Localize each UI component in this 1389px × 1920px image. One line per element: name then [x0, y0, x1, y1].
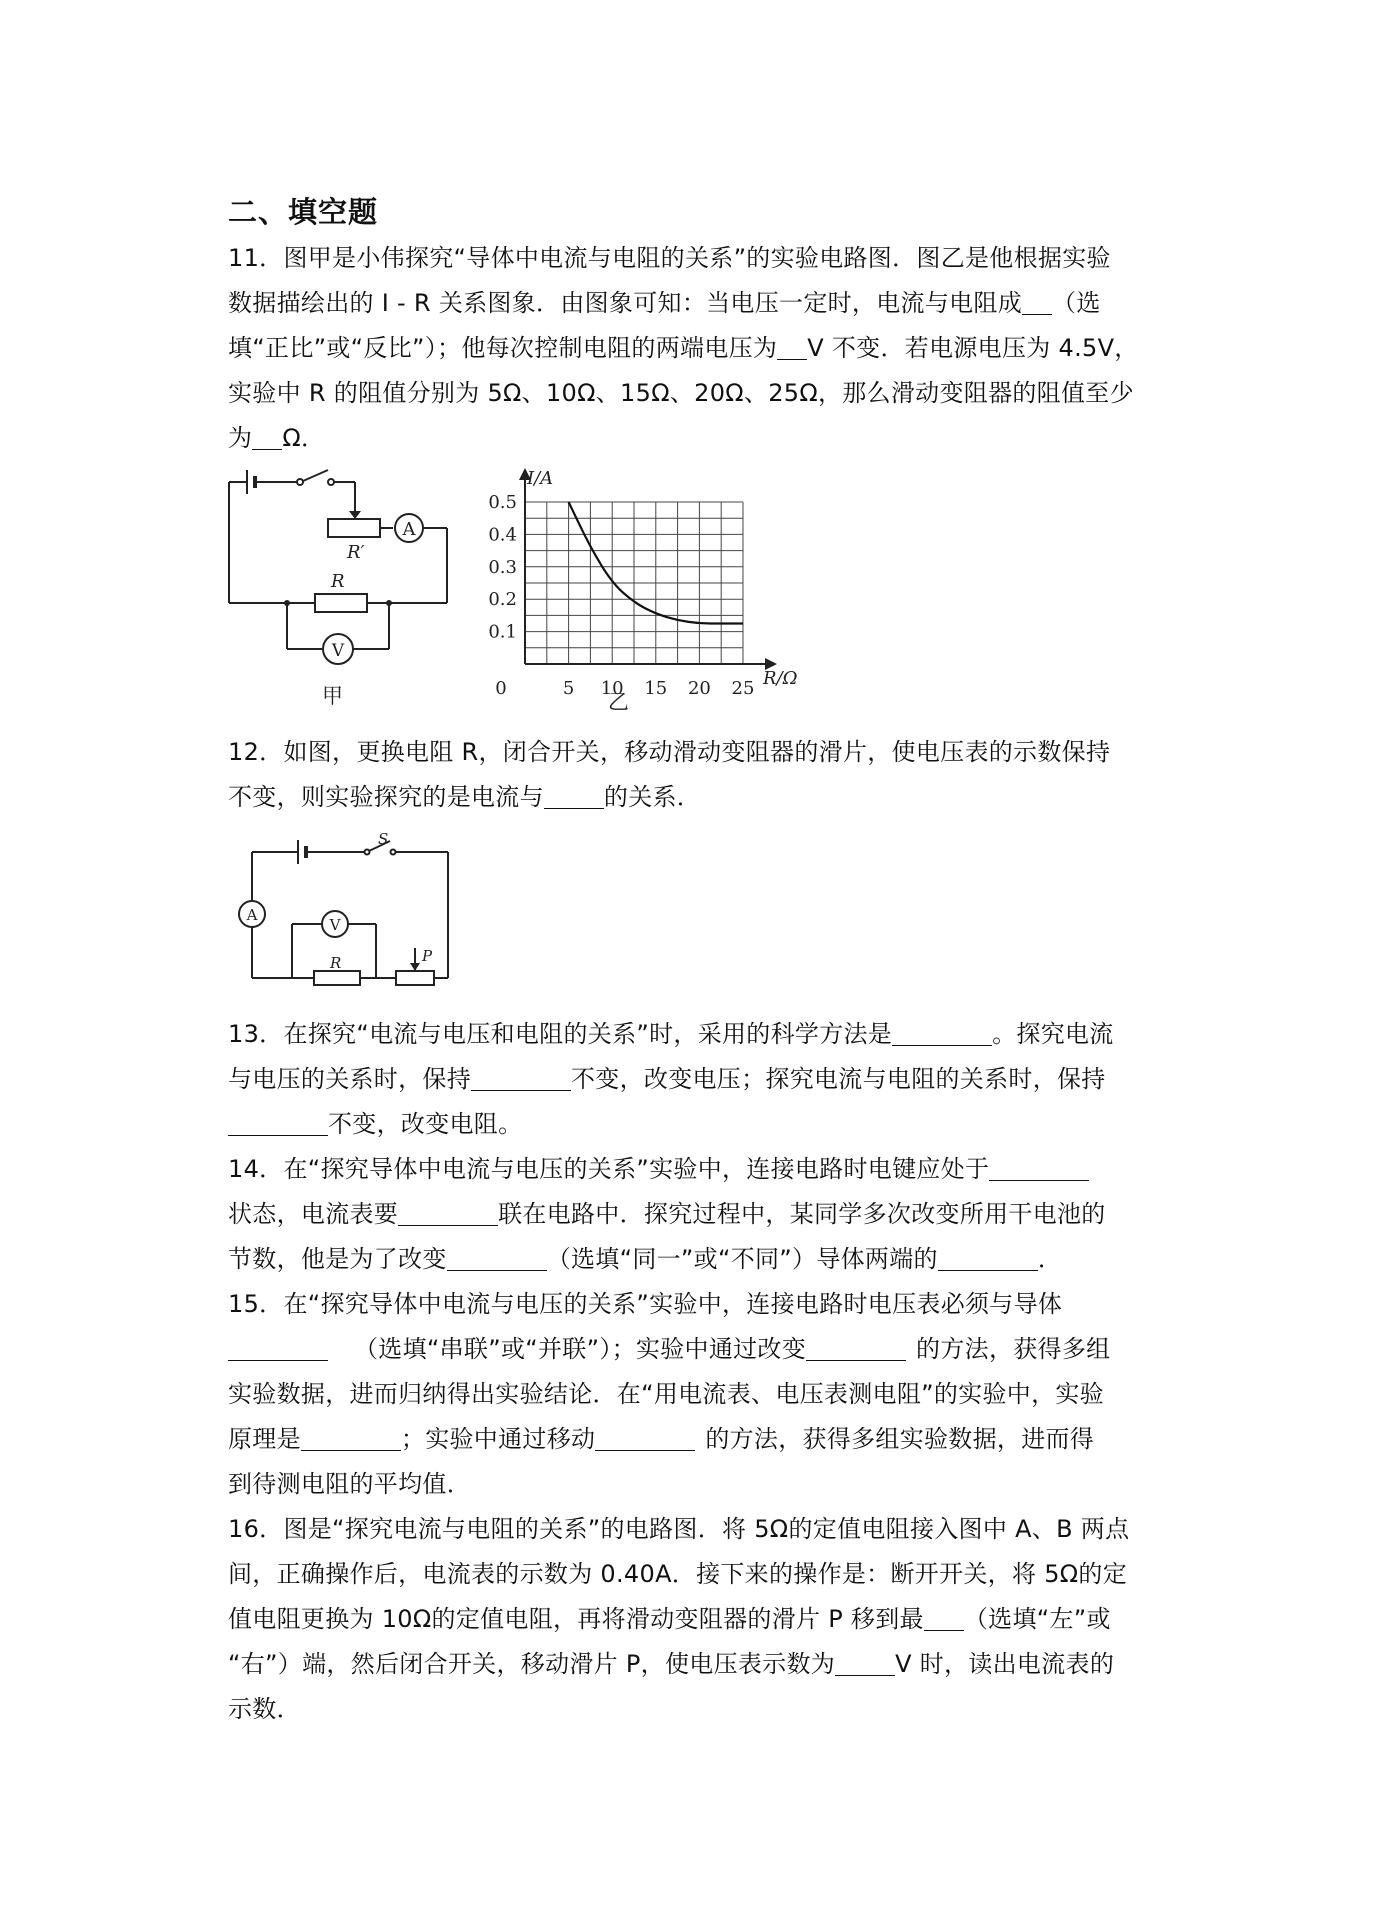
chart-tick-labels [488, 492, 754, 699]
rheostat-label: R′ [347, 542, 365, 563]
question-13 [228, 1012, 1173, 1147]
q15-line-5: 到待测电阻的平均值． [228, 1470, 471, 1498]
q11-line-1: 11．图甲是小伟探究“导体中电流与电阻的关系”的实验电路图．图乙是他根据实验 [228, 244, 1111, 272]
answer-blank[interactable] [471, 1062, 571, 1091]
chart-grid [525, 502, 743, 664]
answer-blank[interactable] [835, 1647, 895, 1676]
q13-line-2: 与电压的关系时，保持 不变，改变电压；探究电流与电阻的关系时，保持 [228, 1057, 1173, 1102]
q14-line-2: 状态，电流表要 联在电路中．探究过程中，某同学多次改变所用干电池的 [228, 1192, 1173, 1237]
q16-line-1: 16．图是“探究电流与电阻的关系”的电路图．将 5Ω的定值电阻接入图中 A、B 两点 [228, 1515, 1130, 1543]
resistor-label: R [330, 954, 342, 972]
answer-blank[interactable] [892, 1017, 992, 1046]
answer-blank[interactable] [301, 1422, 401, 1451]
answer-blank[interactable] [806, 1332, 906, 1361]
question-14 [228, 1147, 1173, 1282]
q15-line-3: 实验数据，进而归纳得出实验结论．在“用电流表、电压表测电阻”的实验中，实验 [228, 1380, 1104, 1408]
q15-line-1: 15．在“探究导体中电流与电压的关系”实验中，连接电路时电压表必须与导体 [228, 1290, 1063, 1318]
question-11 [228, 236, 1173, 461]
answer-blank[interactable] [777, 331, 807, 360]
q13-line-1: 13．在探究“电流与电压和电阻的关系”时，采用的科学方法是 。探究电流 [228, 1012, 1173, 1057]
answer-blank[interactable] [228, 1107, 328, 1136]
q11-line-3: 填“正比”或“反比”）；他每次控制电阻的两端电压为 V 不变．若电源电压为 4.5V， [228, 326, 1173, 371]
ammeter-label: A [246, 906, 258, 924]
y-tick-label: 0.5 [488, 492, 517, 513]
y-tick-label: 0.3 [488, 556, 517, 578]
circuit-diagram-q12 [230, 830, 460, 1000]
y-tick-label: 0.4 [488, 524, 517, 546]
x-tick-label: 0 [495, 678, 507, 699]
x-tick-label: 10 [600, 678, 624, 699]
question-16 [228, 1507, 1173, 1732]
voltmeter-label: V [331, 641, 345, 661]
question-12 [228, 730, 1173, 820]
q13-line-3: 不变，改变电阻。 [228, 1102, 1173, 1147]
x-tick-label: 20 [687, 678, 711, 699]
ammeter-label: A [402, 519, 416, 540]
graph-yi [455, 462, 805, 720]
circuit-jia-svg [225, 462, 455, 712]
slider-label: P [422, 947, 433, 965]
answer-blank[interactable] [447, 1242, 547, 1271]
y-tick-label: 0.1 [488, 621, 517, 643]
q15-line-2: （选填“串联”或“并联”）；实验中通过改变 的方法，获得多组 [228, 1327, 1173, 1372]
q16-line-4: “右”）端，然后闭合开关，移动滑片 P，使电压表示数为 V 时，读出电流表的 [228, 1642, 1173, 1687]
answer-blank[interactable] [595, 1422, 695, 1451]
y-axis-label: I/A [527, 468, 554, 489]
q11-line-4: 实验中 R 的阻值分别为 5Ω、10Ω、15Ω、20Ω、25Ω，那么滑动变阻器的阻值至少 [228, 379, 1134, 407]
resistor-label: R [331, 571, 345, 592]
x-axis-label: R/Ω [763, 668, 798, 689]
x-tick-label: 15 [644, 678, 668, 699]
answer-blank[interactable] [398, 1197, 498, 1226]
answer-blank[interactable] [228, 1332, 328, 1361]
q15-line-4: 原理是 ；实验中通过移动 的方法，获得多组实验数据，进而得 [228, 1417, 1173, 1462]
q12-line-2: 不变，则实验探究的是电流与 的关系． [228, 775, 1173, 820]
answer-blank[interactable] [924, 1602, 964, 1631]
y-tick-label: 0.2 [488, 589, 517, 611]
q14-line-3: 节数，他是为了改变 （选填“同一”或“不同”）导体两端的 ． [228, 1237, 1173, 1282]
q11-line-2: 数据描绘出的 I - R 关系图象．由图象可知：当电压一定时，电流与电阻成 （选 [228, 281, 1173, 326]
section-title: 二、填空题 [228, 195, 379, 229]
q16-line-5: 示数． [228, 1695, 301, 1723]
x-tick-label: 25 [731, 678, 755, 699]
q16-line-3: 值电阻更换为 10Ω的定值电阻，再将滑动变阻器的滑片 P 移到最 （选填“左”或 [228, 1597, 1173, 1642]
q16-line-2: 间，正确操作后，电流表的示数为 0.40A．接下来的操作是：断开开关，将 5Ω的定 [228, 1560, 1128, 1588]
q11-line-5: 为 Ω． [228, 416, 1173, 461]
chart-axes [519, 468, 777, 670]
q12-line-1: 12．如图，更换电阻 R，闭合开关，移动滑动变阻器的滑片，使电压表的示数保持 [228, 738, 1111, 766]
question-15 [228, 1282, 1173, 1507]
answer-blank[interactable] [544, 780, 604, 809]
switch-label: S [378, 830, 389, 848]
figure-caption-jia: 甲 [322, 684, 343, 708]
i-r-chart [455, 462, 805, 720]
circuit-diagram-jia [225, 462, 455, 712]
answer-blank[interactable] [252, 421, 282, 450]
circuit-q12-svg [230, 830, 460, 1000]
figure-caption-yi: 乙 [608, 690, 629, 714]
answer-blank[interactable] [938, 1242, 1038, 1271]
answer-blank[interactable] [1022, 286, 1052, 315]
answer-blank[interactable] [989, 1152, 1089, 1181]
voltmeter-label: V [329, 916, 341, 934]
q14-line-1: 14．在“探究导体中电流与电压的关系”实验中，连接电路时电键应处于 [228, 1147, 1173, 1192]
x-tick-label: 5 [562, 678, 575, 699]
